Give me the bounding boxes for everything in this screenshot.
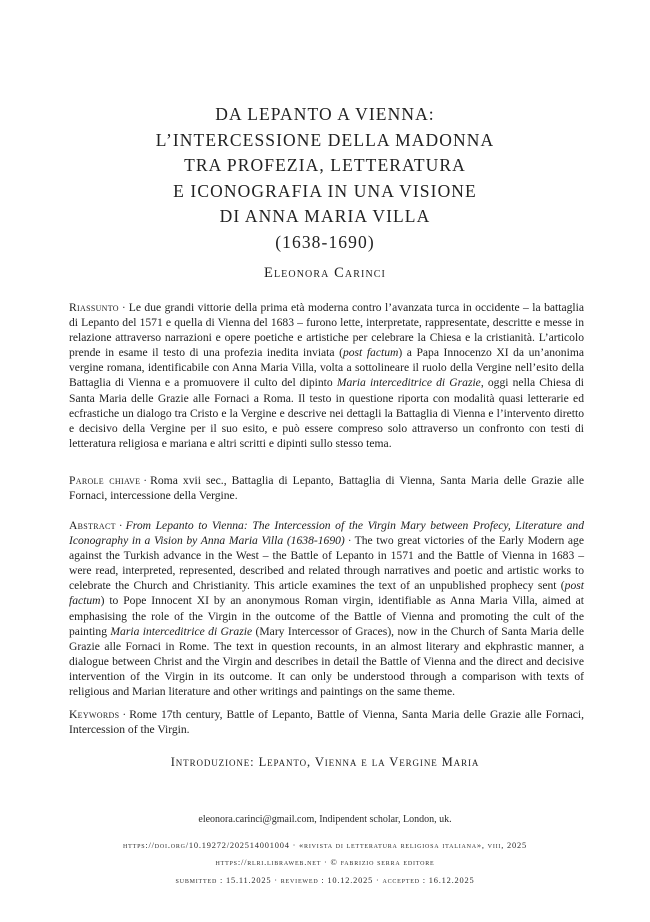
parole-chiave-label: Parole chiave [69,474,141,487]
separator-dot: · [122,708,127,721]
riassunto-text: Le due grandi vittorie della prima età moderna contro l’avanzata turca in occidente – la battaglia di Lepanto del 1571 e quella di Vienna del 1683 – furono lette, interpretate, rappresentate, descritte e messe in relazione attraverso narrazioni e opere poetiche e artistiche per celebrare la Chiesa e la cristianità. L’articolo prende in esame il testo di una profezia inedita inviata ( [69,301,584,360]
separator-dot: · [118,519,123,532]
riassunto-text: ) a Papa Innocenzo XI da un’anonima vergine romana, identificabile con Anna Maria Villa, volta a sottolineare il ruolo della Vergine nell’esito della Battaglia di Vienna e a promuovere il culto del dipinto [69,346,584,390]
abstract-text: (Mary Intercessor of Graces), now in the Church of Santa Maria delle Grazie alle Fornaci in Rome. The text in question recounts, in an almost literary and ekphrastic manner, a dialogue between Christ and the Virgin and describes in detail the Battle of Vienna and the direct and decisive intervention of the Virgin in its outcome. It can only be understood through a comparison with texts of religious and Marian literature and other writings and paintings on the same theme. [69,624,585,699]
author-contact: eleonora.carinci@gmail.com, Indipendent scholar, London, uk. [198,814,452,825]
article-title [0,102,650,255]
riassunto-italic: post factum [342,346,399,360]
separator-dot: · [121,301,126,314]
abstract-label: Abstract [69,519,116,532]
title-line: L’INTERCESSIONE DELLA MADONNA [155,129,495,150]
parole-chiave-paragraph [69,473,584,503]
author-name: Eleonora Carinci [264,265,386,281]
keywords-text: Rome 17th century, Battle of Lepanto, Battle of Vienna, Santa Maria delle Grazie alle Fornaci, Intercession of the Virgin. [69,708,584,737]
submission-dates: submitted : 15.11.2025 · reviewed : 10.12.2025 · accepted : 16.12.2025 [175,876,475,885]
doi-line: https://doi.org/10.19272/202514001004 · «rivista di letteratura religiosa italiana», viii, 2025 [123,841,527,850]
separator-dot: · [347,534,352,548]
title-line: (1638-1690) [275,231,375,252]
abstract-text: The two great victories of the Early Modern age against the Turkish advance in the West – the Battle of Lepanto in 1571 and the Battle of Vienna in 1683 – were read, interpreted, represented, described and related through narratives and poetic and artistic works to celebrate the Church and Christianity. This article examines the text of an unpublished prophecy sent ( [69,534,585,593]
section-heading: Introduzione: Lepanto, Vienna e la Vergine Maria [170,755,480,769]
keywords-label: Keywords [69,708,120,721]
title-line: TRA PROFEZIA, LETTERATURA [184,155,466,175]
riassunto-paragraph [69,300,584,451]
riassunto-text: , oggi nella Chiesa di Santa Maria delle Grazie alle Fornaci a Roma. Il testo in questione riporta con modalità quasi letterarie ed ecfrastiche un dialogo tra Cristo e la Vergine e descrive nei dettagli la Battaglia di Vienna e l’intervento diretto e decisivo della Vergine per il suo esito, e può essere compreso solo attraverso un confronto con testi di letteratura religiosa e mariana e altri scritti e dipinti sullo stesso tema. [69,376,585,450]
riassunto-italic: Maria interceditrice di Grazie [336,376,481,390]
separator-dot: · [143,474,148,487]
riassunto-label: Riassunto [69,301,119,314]
title-line: DI ANNA MARIA VILLA [219,206,431,226]
abstract-text: ) to Pope Innocent XI by an anonymous Roman virgin, identifiable as Anna Maria Villa, aimed at emphasising the role of the Virgin in the outcome of the Battle of Vienna and promoting the cult of the painting [69,594,584,638]
abstract-english-title: From Lepanto to Vienna: The Intercession of the Virgin Mary between Profecy, Literature and Iconography in a Vision by Anna Maria Villa (1638-1690) [69,519,584,548]
abstract-italic: Maria interceditrice di Grazie [110,624,253,638]
abstract-italic: post factum [69,579,584,608]
title-line: DA LEPANTO A VIENNA: [215,104,435,124]
parole-chiave-text: Roma xvii sec., Battaglia di Lepanto, Battaglia di Vienna, Santa Maria delle Grazie alle Fornaci, intercessione della Vergine. [69,474,584,503]
title-line: E ICONOGRAFIA IN UNA VISIONE [173,180,477,201]
abstract-paragraph [69,518,584,699]
keywords-paragraph [69,707,584,737]
publisher-line: https://rlri.libraweb.net · © fabrizio serra editore [215,858,435,867]
